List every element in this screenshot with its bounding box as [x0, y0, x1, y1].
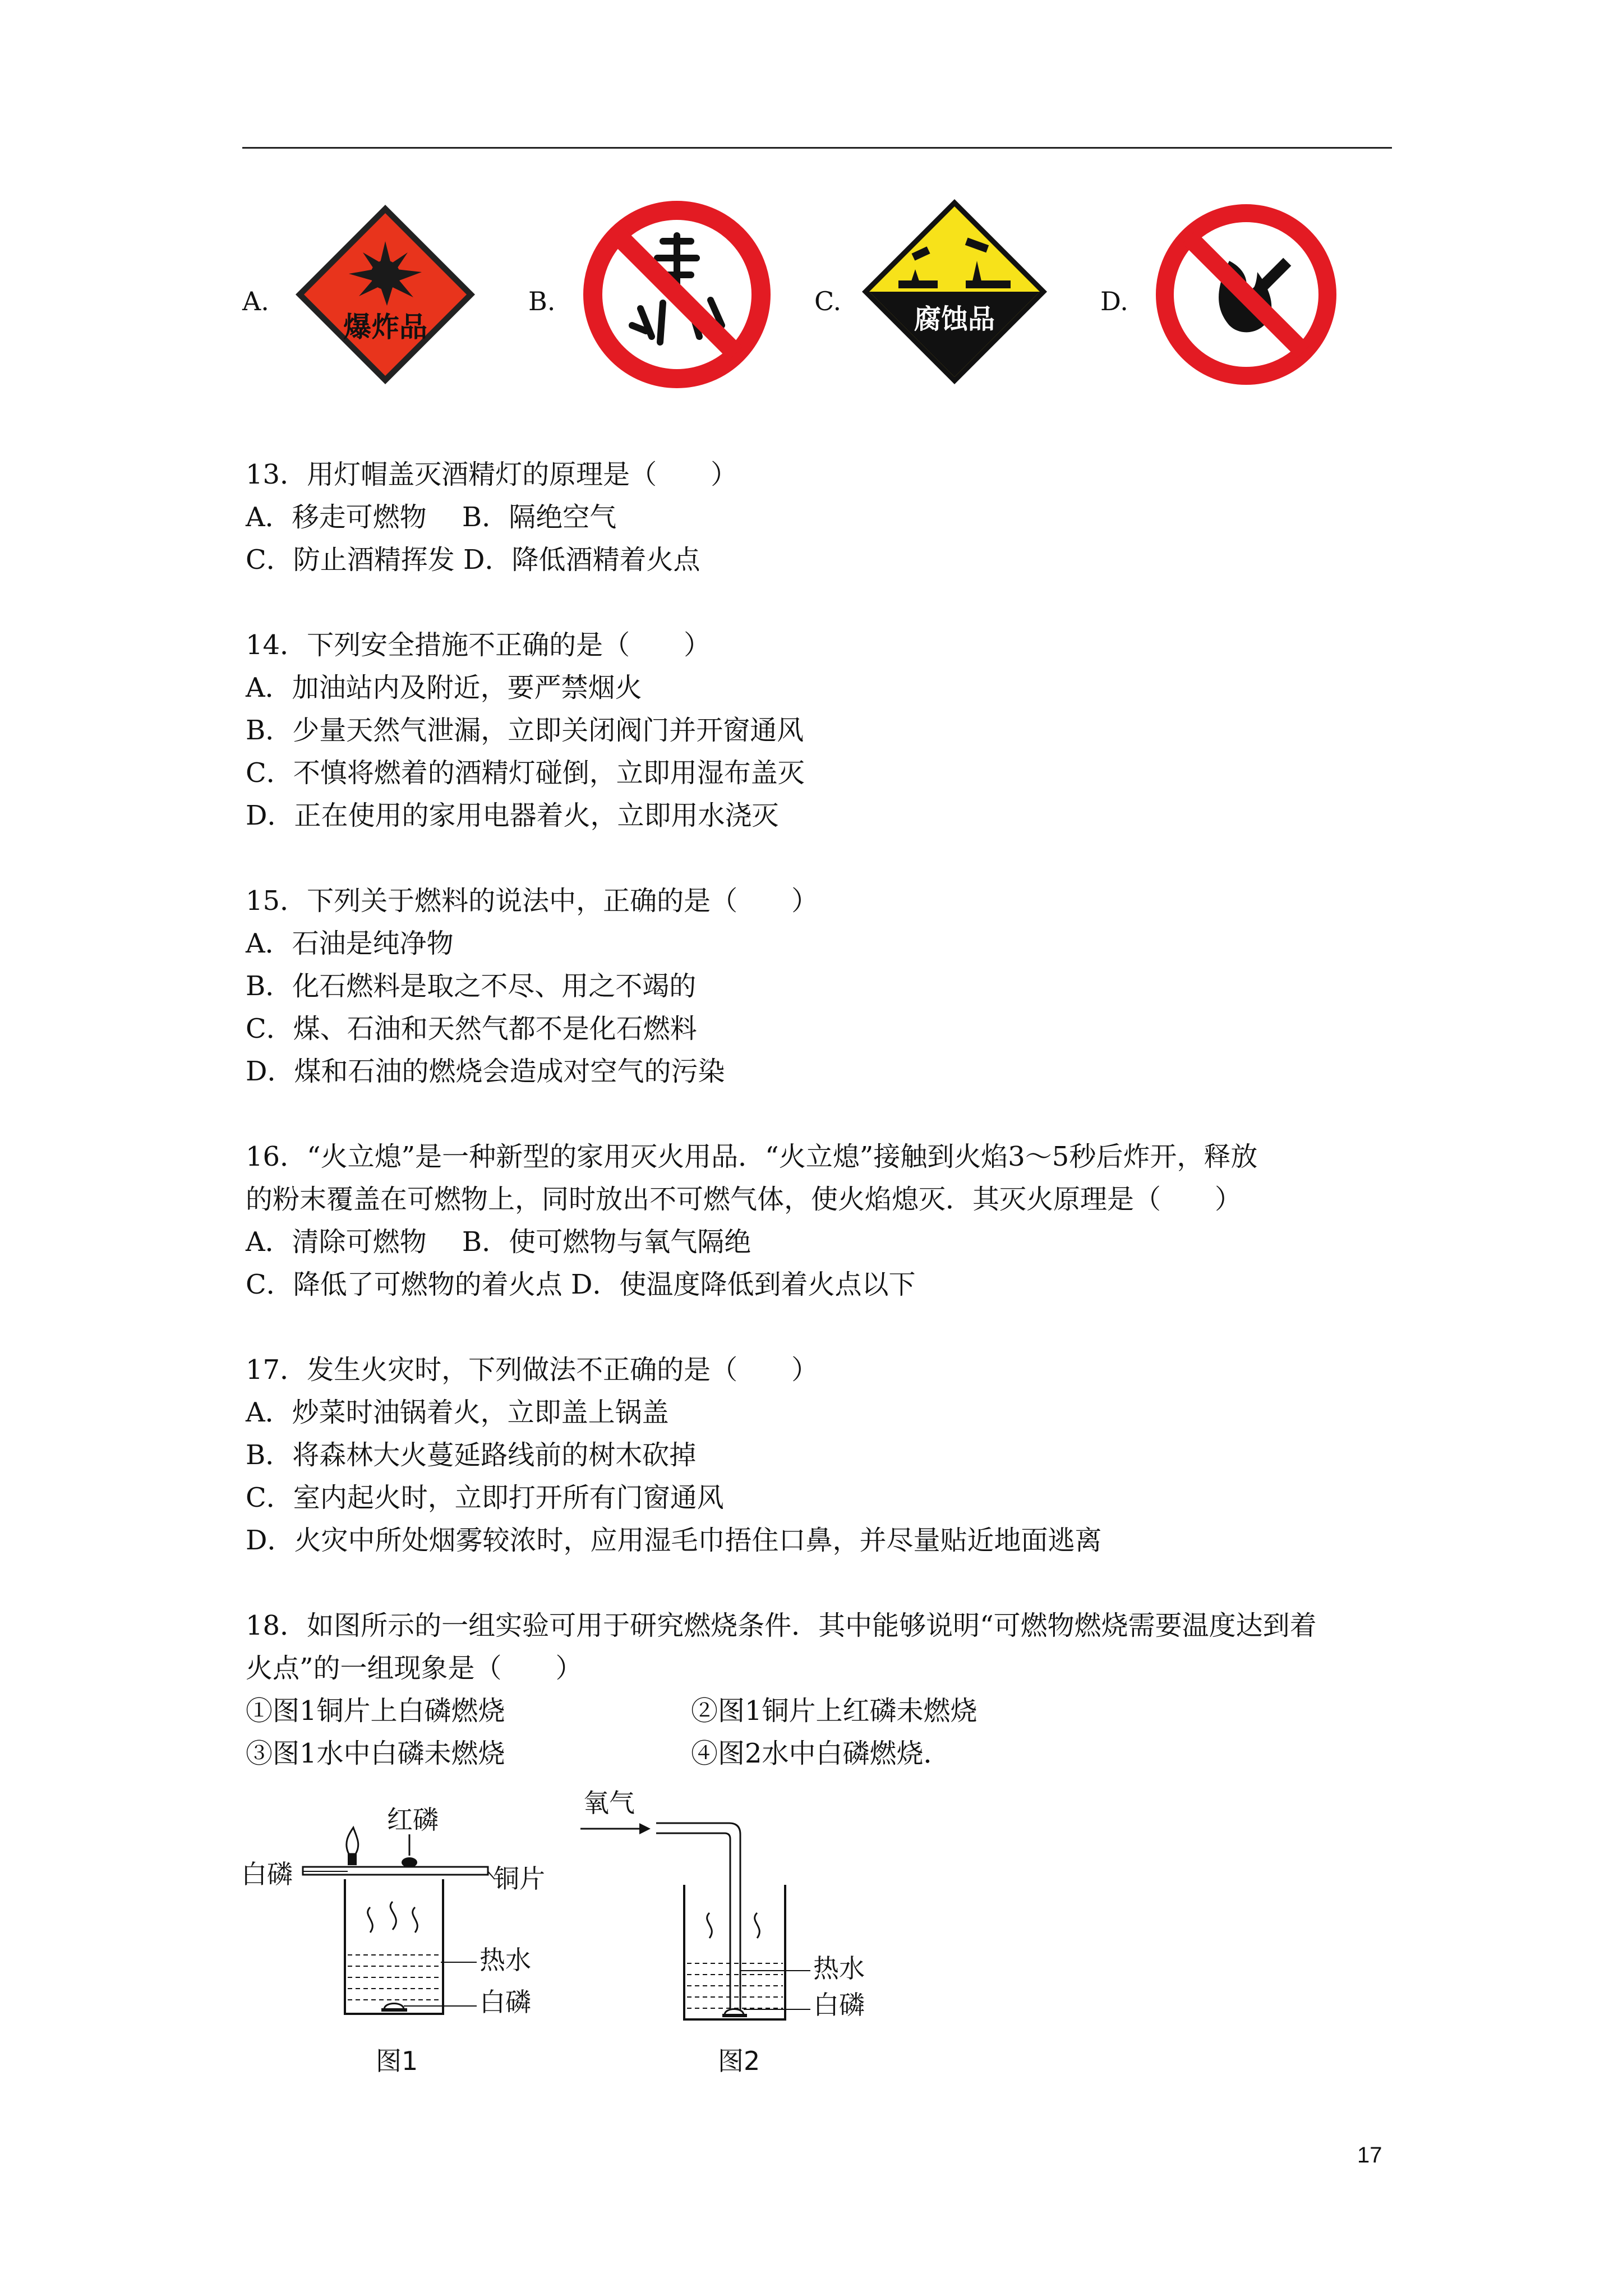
- option-a-label: A.: [242, 286, 269, 316]
- fig2-caption: 图2: [718, 2046, 760, 2076]
- q16-option-ab: A．清除可燃物 B．使可燃物与氧气隔绝: [246, 1226, 751, 1258]
- q14-stem: 14．下列安全措施不正确的是（ ）: [246, 629, 711, 661]
- no-fireworks-icon: [579, 196, 775, 393]
- q14-option-d: D．正在使用的家用电器着火，立即用水浇灭: [246, 800, 779, 831]
- q15-option-d: D．煤和石油的燃烧会造成对空气的污染: [246, 1056, 725, 1087]
- option-b-label: B.: [528, 286, 556, 316]
- q13-option-cd: C．防止酒精挥发 D．降低酒精着火点: [246, 544, 700, 576]
- fig1-red-phosphorus-label: 红磷: [387, 1805, 439, 1835]
- fig1-hot-water-label: 热水: [479, 1945, 531, 1975]
- no-open-flame-icon: [1151, 199, 1341, 390]
- explosive-sign-text: 爆炸品: [343, 311, 427, 343]
- option-d-label: D.: [1100, 286, 1128, 316]
- q14-option-a: A．加油站内及附近，要严禁烟火: [246, 672, 642, 703]
- fig1-white-phosphorus-bottom-label: 白磷: [479, 1987, 531, 2017]
- fig1-copper-label: 铜片: [494, 1864, 545, 1894]
- fig1-caption: 图1: [376, 2046, 418, 2076]
- q13-option-ab: A．移走可燃物 B．隔绝空气: [246, 501, 617, 533]
- q16-stem-line2: 的粉末覆盖在可燃物上，同时放出不可燃气体，使火焰熄灭．其灭火原理是（ ）: [246, 1184, 1242, 1215]
- figure-1-diagram: [241, 1795, 589, 2087]
- q17-option-d: D．火灾中所处烟雾较浓时，应用湿毛巾捂住口鼻，并尽量贴近地面逃离: [246, 1525, 1102, 1556]
- fig1-white-phosphorus-top-label: 白磷: [241, 1859, 293, 1889]
- q14-option-b: B．少量天然气泄漏，立即关闭阀门并开窗通风: [246, 715, 804, 746]
- q15-option-a: A．石油是纯净物: [246, 928, 454, 959]
- q18-choice-4: ④图2水中白磷燃烧．: [691, 1738, 951, 1769]
- explosive-diamond-icon: [293, 202, 478, 387]
- q17-option-a: A．炒菜时油锅着火，立即盖上锅盖: [246, 1397, 669, 1428]
- q18-choice-1: ①图1铜片上白磷燃烧: [246, 1695, 505, 1727]
- q18-choice-2: ②图1铜片上红磷未燃烧: [691, 1695, 978, 1727]
- q17-stem: 17．发生火灾时，下列做法不正确的是（ ）: [246, 1354, 819, 1386]
- beaker-2: [684, 1885, 785, 2019]
- q18-stem-line1: 18．如图所示的一组实验可用于研究燃烧条件．其中能够说明“可燃物燃烧需要温度达到着: [246, 1610, 1317, 1641]
- header-rule: [242, 147, 1392, 149]
- fig2-white-phosphorus-label: 白磷: [813, 1990, 865, 2020]
- q17-option-c: C．室内起火时，立即打开所有门窗通风: [246, 1482, 724, 1513]
- option-c-label: C.: [814, 286, 842, 316]
- fig2-oxygen-label: 氧气: [583, 1788, 635, 1818]
- q18-choice-3: ③图1水中白磷未燃烧: [246, 1738, 505, 1769]
- q16-stem-line1: 16．“火立熄”是一种新型的家用灭火用品．“火立熄”接触到火焰3～5秒后炸开，释放: [246, 1141, 1258, 1172]
- q15-option-b: B．化石燃料是取之不尽、用之不竭的: [246, 970, 697, 1002]
- corrosive-diamond-icon: [859, 196, 1050, 387]
- q18-stem-line2: 火点”的一组现象是（ ）: [246, 1653, 583, 1684]
- page-number: 17: [1357, 2143, 1382, 2168]
- flame-icon: [347, 1828, 358, 1854]
- q13-stem: 13．用灯帽盖灭酒精灯的原理是（ ）: [246, 459, 738, 490]
- beaker-1: [345, 1879, 443, 2014]
- q15-stem: 15．下列关于燃料的说法中，正确的是（ ）: [246, 885, 819, 917]
- fig2-hot-water-label: 热水: [813, 1953, 865, 1984]
- q16-option-cd: C．降低了可燃物的着火点 D．使温度降低到着火点以下: [246, 1269, 916, 1300]
- corrosive-sign-text: 腐蚀品: [914, 303, 995, 335]
- q15-option-c: C．煤、石油和天然气都不是化石燃料: [246, 1013, 697, 1045]
- safety-signs-row: [242, 202, 1392, 404]
- figure-2-diagram: [572, 1778, 909, 2087]
- q17-option-b: B．将森林大火蔓延路线前的树木砍掉: [246, 1439, 697, 1471]
- q14-option-c: C．不慎将燃着的酒精灯碰倒，立即用湿布盖灭: [246, 757, 805, 789]
